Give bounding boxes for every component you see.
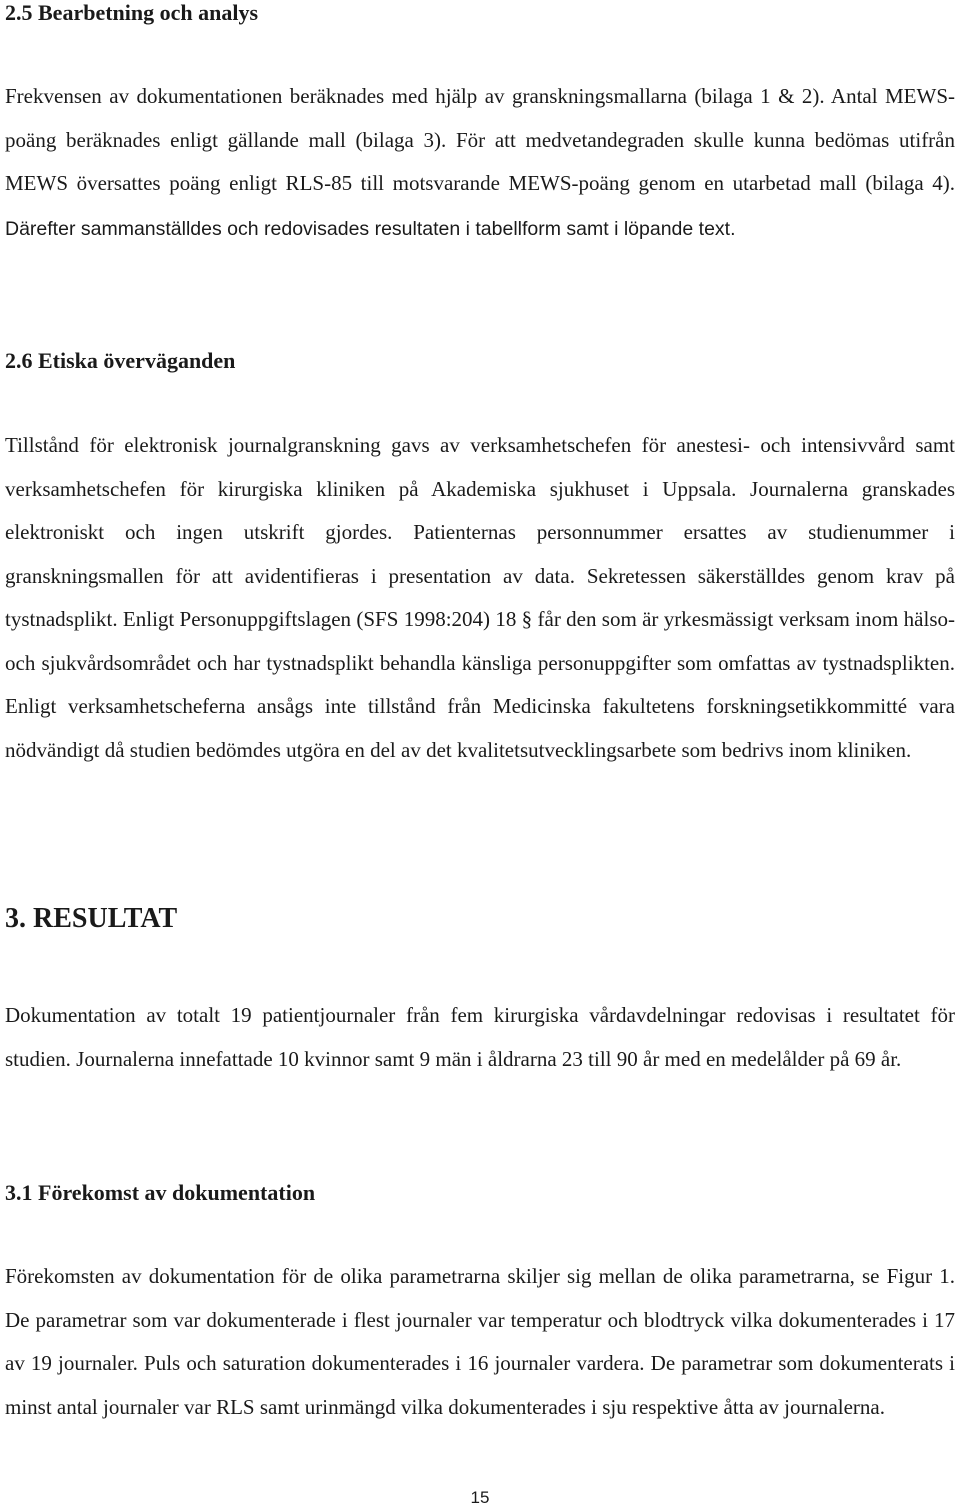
paragraph-2-5-main: Frekvensen av dokumentationen beräknades med hjälp av granskningsmallarna (bilaga 1 & 2). Antal MEWS-poäng beräknades enligt gällande mall (bilaga 3). För att medvetandegraden skulle kunna bedömas utifrån MEWS översattes poäng enligt RLS-85 till motsvarande MEWS-poäng genom en utarbetad mall (bilaga 4). bbox=[5, 84, 955, 195]
paragraph-3-1: Förekomsten av dokumentation för de olika parametrarna skiljer sig mellan de olika parametrarna, se Figur 1. De parametrar som var dokumenterade i flest journaler var temperatur och blodtryck vilka dokumenterades i 17 av 19 journaler. Puls och saturation dokumenterades i 16 journaler vardera. De parametrar som dokumenterats i minst antal journaler var RLS samt urinmängd vilka dokumenterades i sju respektive åtta av journalerna. bbox=[5, 1264, 955, 1419]
paragraph-2-6: Tillstånd för elektronisk journalgranskning gavs av verksamhetschefen för anestesi- och intensivvård samt verksamhetschefen för kirurgiska kliniken på Akademiska sjukhuset i Uppsala. Journalerna granskades elektroniskt och ingen utskrift gjordes. Patienternas personnummer ersattes av studienummer i granskningsmallen för att avidentifieras i presentation av data. Sekretessen säkerställdes genom krav på tystnadsplikt. Enligt Personuppgiftslagen (SFS 1998:204) 18 § får den som är yrkesmässigt verksam inom hälso- och sjukvårdsområdet och har tystnadsplikt behandla känsliga personuppgifter som omfattas av tystnadsplikten. Enligt verksamhetscheferna ansågs inte tillstånd från Medicinska fakultetens forskningsetikkommitté vara nödvändigt då studien bedömdes utgöra en del av det kvalitetsutvecklingsarbete som bedrivs inom kliniken. bbox=[5, 433, 955, 762]
paragraph-3: Dokumentation av totalt 19 patientjournaler från fem kirurgiska vårdavdelningar redovisas i resultatet för studien. Journalerna innefattade 10 kvinnor samt 9 män i åldrarna 23 till 90 år med en medelålder på 69 år. bbox=[5, 1003, 955, 1071]
heading-3-1: 3.1 Förekomst av dokumentation bbox=[5, 1180, 316, 1205]
page-number: 15 bbox=[470, 1488, 490, 1507]
heading-3: 3. RESULTAT bbox=[5, 903, 178, 934]
paragraph-2-5-tail: Därefter sammanställdes och redovisades resultaten i tabellform samt i löpande text. bbox=[5, 217, 736, 240]
heading-2-5: 2.5 Bearbetning och analys bbox=[5, 0, 259, 25]
paragraph-2-5 bbox=[5, 75, 955, 251]
heading-2-6: 2.6 Etiska överväganden bbox=[5, 348, 236, 373]
